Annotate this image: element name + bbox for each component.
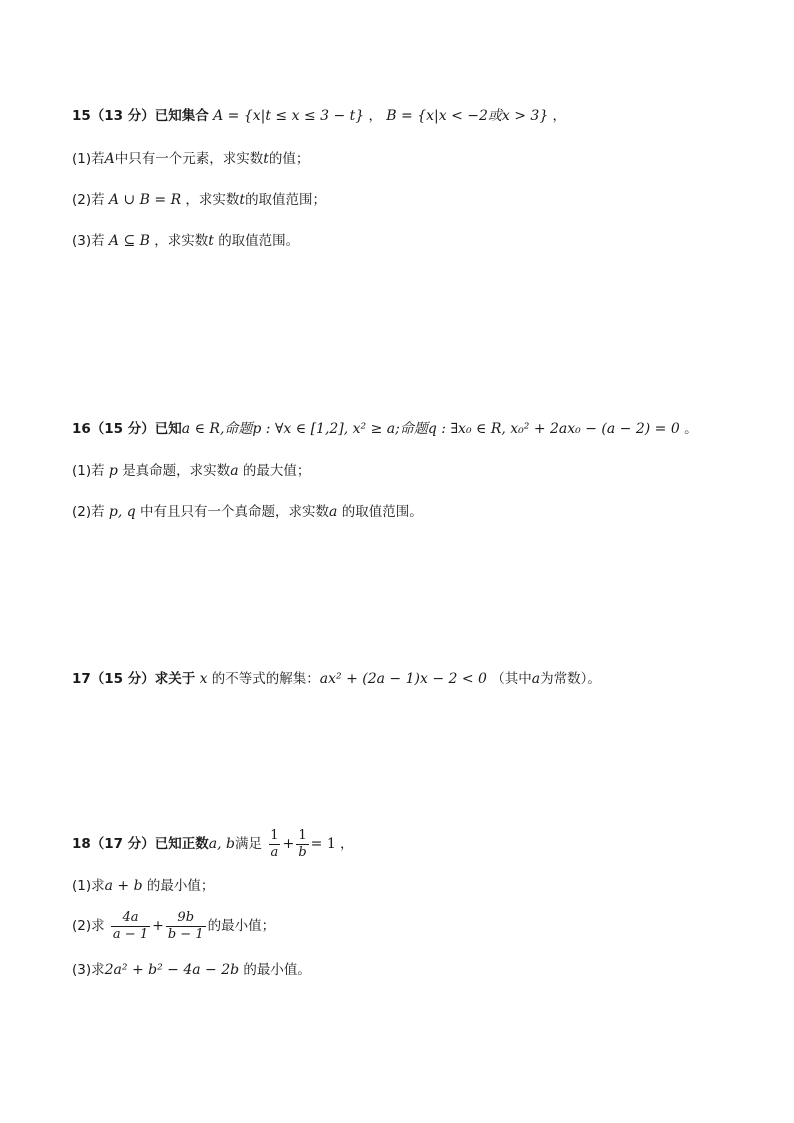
math: a, b [208,836,235,852]
text: 的最大值； [242,463,311,479]
math: t [208,233,214,249]
text: 。 [684,421,698,437]
text: 的值； [268,151,310,167]
text: 若 [91,463,105,479]
text: 求 [91,878,105,894]
math: t [239,192,246,208]
text: ，求实数 [185,192,240,208]
fraction-denominator: b − 1 [167,926,204,942]
text: 若 [91,233,105,249]
q15-part3 [72,231,299,251]
math: A [104,151,115,167]
fraction [111,910,150,943]
text: 的最小值； [146,878,215,894]
q17-stem [72,669,601,689]
math: + [152,918,164,934]
text: 为常数）。 [540,671,601,687]
text: ， [340,836,354,852]
text: 求 [91,918,105,934]
q15-comma: ， [368,108,382,124]
math: + [282,836,295,852]
fraction-denominator: a [270,844,279,860]
q15-set-a: A = {x|t ≤ x ≤ 3 − t} [213,108,365,124]
part-number: (1) [72,463,92,479]
q16-stem [72,419,698,439]
part-number: (3) [72,233,92,249]
math: t [263,151,269,167]
q16-part1 [72,461,310,481]
math: p [108,463,118,479]
math: = 1 [310,836,336,852]
math: A ∪ B = R [108,192,182,208]
math: p, q [108,504,136,520]
math: a + b [104,878,143,894]
math: a [531,671,541,687]
part-number: (2) [72,192,92,208]
part-number: (2) [72,504,92,520]
text: 的最小值。 [243,962,311,978]
part-number: (2) [72,918,92,934]
fraction-numerator: 9b [177,909,195,925]
math: ax² + (2a − 1)x − 2 < 0 [319,671,487,687]
math: x [199,671,208,687]
part-number: (1) [72,151,92,167]
fraction-denominator: b [298,844,307,860]
q18-part2 [72,908,275,944]
fraction-denominator: a − 1 [112,926,149,942]
q18-part1 [72,876,214,896]
fraction-numerator: 4a [122,909,139,925]
part-number: (1) [72,878,92,894]
math: a [230,463,239,479]
text: 是真命题，求实数 [122,463,231,479]
q15-part2 [72,190,326,210]
part-number: (3) [72,962,92,978]
math: A ⊆ B [108,233,150,249]
fraction [268,828,280,861]
q15-stem [72,106,566,126]
q18-stem [72,826,354,862]
math: 命题q : ∃x₀ ∈ R, x₀² + 2ax₀ − (a − 2) = 0 [399,421,680,437]
q17-number: 17（15 分）求关于 [72,671,196,687]
text: 满足 [235,836,262,852]
q15-part1 [72,149,309,169]
q16-part2 [72,502,423,522]
text: 的取值范围。 [341,504,423,520]
fraction-numerator: 1 [270,827,279,843]
text: 的取值范围； [245,192,327,208]
text: 中只有一个元素，求实数 [114,151,264,167]
q15-number: 15（13 分）已知集合 [72,108,209,124]
text: （其中 [491,671,532,687]
math: 2a² + b² − 4a − 2b [104,962,240,978]
text: 若 [91,504,105,520]
fraction [296,828,308,861]
fraction-numerator: 1 [298,827,307,843]
q15-end: ， [552,108,567,124]
text: 的最小值； [207,918,276,934]
math: ,命题p : ∀x ∈ [1,2], x² ≥ a; [219,421,400,437]
fraction [166,910,206,943]
text: 求 [91,962,105,978]
text: 的取值范围。 [218,233,300,249]
q15-set-b: B = {x|x < −2或x > 3} [386,108,549,124]
q18-number: 18（17 分）已知正数 [72,836,209,852]
text: 若 [91,192,105,208]
text: 的不等式的解集： [211,671,320,687]
text: ，求实数 [154,233,209,249]
math: a ∈ R [181,421,220,437]
q18-part3 [72,960,311,980]
text: 中有且只有一个真命题，求实数 [140,504,330,520]
q16-number: 16（15 分）已知 [72,421,182,437]
math: a [329,504,338,520]
text: 若 [91,151,105,167]
